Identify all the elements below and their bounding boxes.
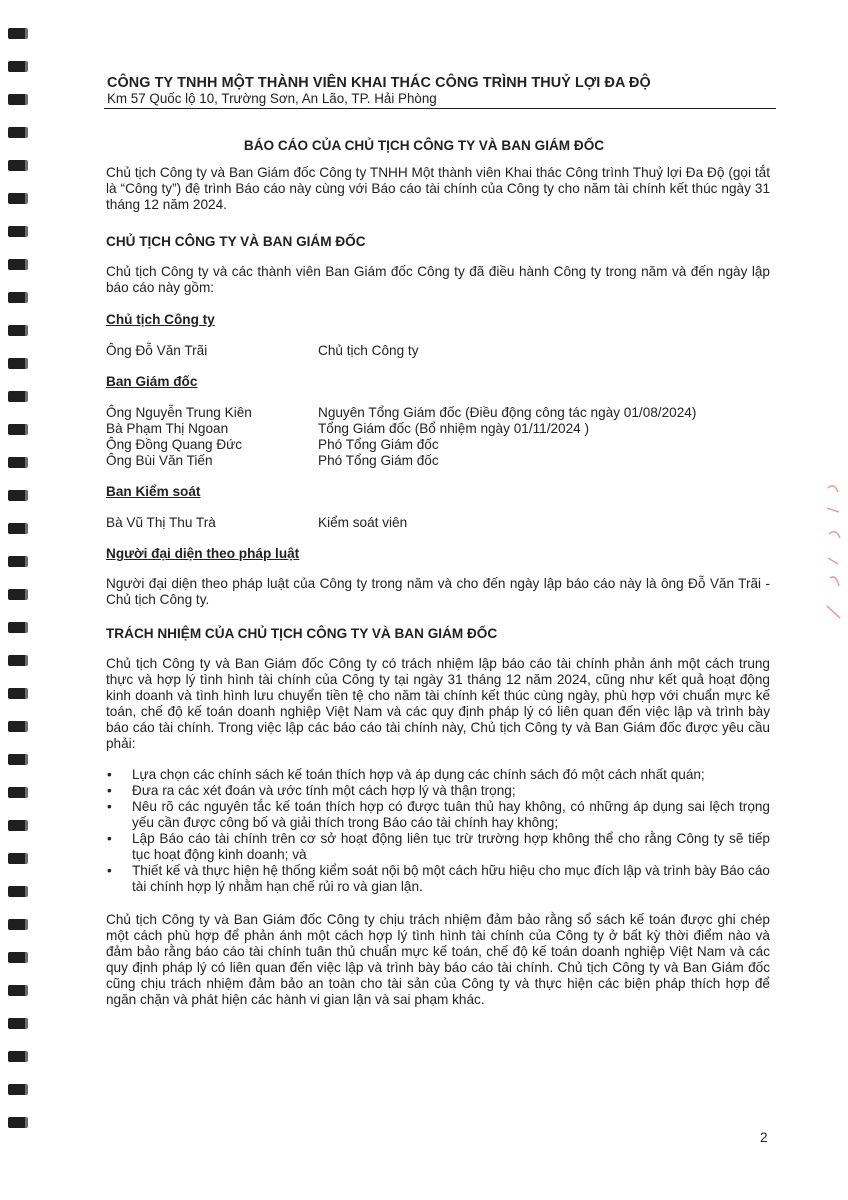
binding-hole: [8, 589, 28, 600]
binding-hole: [8, 127, 28, 138]
bullet-icon: •: [107, 783, 112, 798]
binding-hole: [8, 622, 28, 633]
binding-hole: [8, 226, 28, 237]
binding-hole: [8, 688, 28, 699]
person-role: Nguyên Tổng Giám đốc (Điều động công tác ngày 01/08/2024): [318, 405, 697, 420]
person-role: Tổng Giám đốc (Bổ nhiệm ngày 01/11/2024 ): [318, 421, 590, 436]
list-item-text: Đưa ra các xét đoán và ước tính một cách hợp lý và thận trọng;: [132, 783, 516, 798]
binding-hole: [8, 1084, 28, 1095]
section-heading-management: CHỦ TỊCH CÔNG TY VÀ BAN GIÁM ĐỐC: [106, 234, 366, 249]
binding-hole: [8, 94, 28, 105]
person-name: Ông Nguyễn Trung Kiên: [106, 405, 252, 420]
binding-hole: [8, 292, 28, 303]
binding-hole: [8, 556, 28, 567]
person-name: Ông Đỗ Văn Trãi: [106, 343, 208, 358]
person-role: Kiểm soát viên: [318, 515, 408, 530]
binding-hole: [8, 1117, 28, 1128]
binding-hole: [8, 193, 28, 204]
binding-holes: [8, 28, 28, 1150]
binding-hole: [8, 391, 28, 402]
binding-hole: [8, 1051, 28, 1062]
person-role: Phó Tổng Giám đốc: [318, 453, 439, 468]
list-item-text: Thiết kế và thực hiện hệ thống kiểm soát nội bộ một cách hữu hiệu cho mục đích lập và trình bày Báo cáo tài chính hợp lý nhằm hạn chế rủi ro và gian lận.: [132, 863, 770, 894]
binding-hole: [8, 952, 28, 963]
list-item: [106, 783, 770, 799]
report-title: BÁO CÁO CỦA CHỦ TỊCH CÔNG TY VÀ BAN GIÁM ĐỐC: [243, 138, 605, 153]
subheading-control-board: Ban Kiểm soát: [106, 484, 201, 499]
list-item: [106, 863, 770, 895]
binding-hole: [8, 457, 28, 468]
subheading-board: Ban Giám đốc: [106, 374, 198, 389]
binding-hole: [8, 787, 28, 798]
company-name: CÔNG TY TNHH MỘT THÀNH VIÊN KHAI THÁC CÔNG TRÌNH THUỶ LỢI ĐA ĐỘ: [107, 75, 651, 91]
binding-hole: [8, 358, 28, 369]
intro-paragraph: Chủ tịch Công ty và Ban Giám đốc Công ty TNHH Một thành viên Khai thác Công trình Thuỷ lợi Đa Độ (gọi tắt là “Công ty”) đệ trình Báo cáo này cùng với Báo cáo tài chính của Công ty cho năm tài chính kết thúc ngày 31 tháng 12 năm 2024.: [106, 165, 770, 212]
management-paragraph: Chủ tịch Công ty và các thành viên Ban Giám đốc Công ty đã điều hành Công ty trong năm và đến ngày lập báo cáo này gồm:: [106, 264, 770, 295]
list-item-text: Lập Báo cáo tài chính trên cơ sở hoạt động liên tục trừ trường hợp không thể cho rằng Công ty sẽ tiếp tục hoạt động kinh doanh; và: [132, 831, 770, 862]
person-role: Phó Tổng Giám đốc: [318, 437, 439, 452]
bullet-icon: •: [107, 831, 112, 846]
subheading-legal-representative: Người đại diện theo pháp luật: [106, 546, 300, 561]
list-item: [106, 767, 770, 783]
binding-hole: [8, 1018, 28, 1029]
binding-hole: [8, 919, 28, 930]
binding-hole: [8, 490, 28, 501]
person-name: Ông Đồng Quang Đức: [106, 437, 243, 452]
binding-hole: [8, 523, 28, 534]
page-number: 2: [760, 1130, 768, 1145]
person-name: Bà Vũ Thị Thu Trà: [106, 515, 216, 530]
binding-hole: [8, 985, 28, 996]
responsibility-paragraph: Chủ tịch Công ty và Ban Giám đốc Công ty có trách nhiệm lập báo cáo tài chính phản ánh một cách trung thực và hợp lý tình hình tài chính của Công ty tại ngày 31 tháng 12 năm 2024, cũng như kết quả hoạt động kinh doanh và tình hình lưu chuyển tiền tệ cho năm tài chính kết thúc cùng ngày, phù hợp với chuẩn mực kế toán, chế độ kế toán doanh nghiệp Việt Nam và các quy định pháp lý có liên quan đến việc lập và trình bày báo cáo tài chính. Trong việc lập các báo cáo tài chính này, Chủ tịch Công ty và Ban Giám đốc được yêu cầu phải:: [106, 656, 770, 751]
section-heading-responsibility: TRÁCH NHIỆM CỦA CHỦ TỊCH CÔNG TY VÀ BAN GIÁM ĐỐC: [106, 626, 498, 641]
list-item: [106, 799, 770, 831]
list-item: [106, 831, 770, 863]
responsibility-list: [106, 767, 770, 895]
binding-hole: [8, 325, 28, 336]
stamp-fragment-icon: [824, 478, 844, 628]
company-address: Km 57 Quốc lộ 10, Trường Sơn, An Lão, TP. Hải Phòng: [107, 91, 437, 106]
bullet-icon: •: [107, 863, 112, 878]
binding-hole: [8, 259, 28, 270]
binding-hole: [8, 886, 28, 897]
binding-hole: [8, 28, 28, 39]
bullet-icon: •: [107, 799, 112, 814]
binding-hole: [8, 61, 28, 72]
header-divider: [104, 108, 776, 109]
person-role: Chủ tịch Công ty: [318, 343, 419, 358]
binding-hole: [8, 721, 28, 732]
binding-hole: [8, 160, 28, 171]
list-item-text: Lựa chọn các chính sách kế toán thích hợp và áp dụng các chính sách đó một cách nhất quán;: [132, 767, 705, 782]
list-item-text: Nêu rõ các nguyên tắc kế toán thích hợp có được tuân thủ hay không, có những áp dụng sai lệch trọng yếu cần được công bố và giải thích trong Báo cáo tài chính hay không;: [132, 799, 770, 830]
bullet-icon: •: [107, 767, 112, 782]
binding-hole: [8, 754, 28, 765]
binding-hole: [8, 655, 28, 666]
subheading-chairman: Chủ tịch Công ty: [106, 312, 215, 327]
stamp-bleed-mark: [824, 478, 844, 635]
binding-hole: [8, 853, 28, 864]
legal-representative-paragraph: Người đại diện theo pháp luật của Công ty trong năm và cho đến ngày lập báo cáo này là ông Đỗ Văn Trãi - Chủ tịch Công ty.: [106, 576, 770, 607]
person-name: Bà Phạm Thị Ngoan: [106, 421, 229, 436]
responsibility-paragraph-2: Chủ tịch Công ty và Ban Giám đốc Công ty chịu trách nhiệm đảm bảo rằng sổ sách kế toán được ghi chép một cách phù hợp để phản ánh một cách hợp lý tình hình tài chính của Công ty ở bất kỳ thời điểm nào và đảm bảo rằng báo cáo tài chính tuân thủ chuẩn mực kế toán, chế độ kế toán doanh nghiệp Việt Nam và các quy định pháp lý có liên quan đến việc lập và trình bày báo cáo tài chính. Chủ tịch Công ty và Ban Giám đốc cũng chịu trách nhiệm đảm bảo an toàn cho tài sản của Công ty và thực hiện các biện pháp thích hợp để ngăn chặn và phát hiện các hành vi gian lận và sai phạm khác.: [106, 912, 770, 1007]
person-name: Ông Bùi Văn Tiến: [106, 453, 213, 468]
binding-hole: [8, 424, 28, 435]
binding-hole: [8, 820, 28, 831]
